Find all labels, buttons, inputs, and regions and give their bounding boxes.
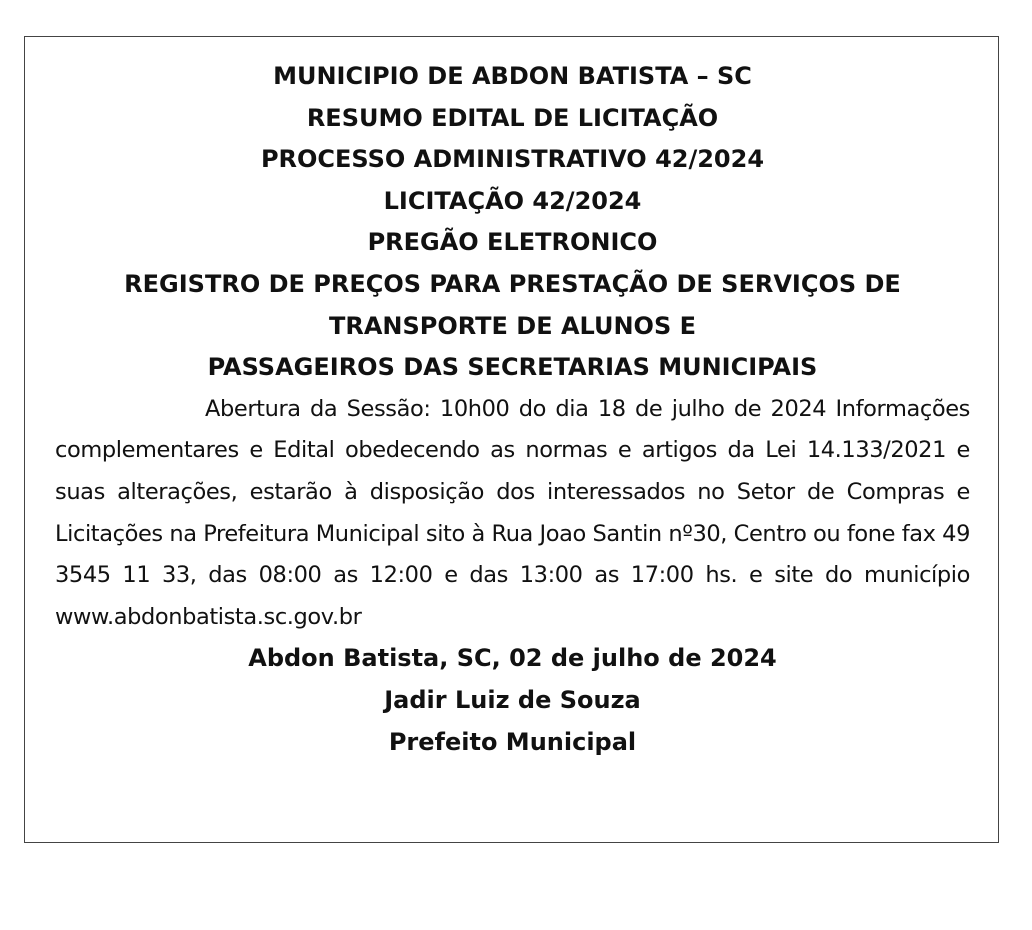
signature-role: Prefeito Municipal bbox=[388, 727, 637, 756]
notice-content bbox=[55, 56, 970, 763]
notice-box bbox=[24, 36, 999, 843]
signature-name: Jadir Luiz de Souza bbox=[384, 685, 641, 714]
heading-process-number: PROCESSO ADMINISTRATIVO 42/2024 bbox=[260, 145, 765, 174]
heading-object-line-2: TRANSPORTE DE ALUNOS E bbox=[328, 311, 696, 340]
heading-object-line-3: PASSAGEIROS DAS SECRETARIAS MUNICIPAIS bbox=[207, 353, 818, 382]
heading-municipality: MUNICIPIO DE ABDON BATISTA – SC bbox=[273, 62, 752, 90]
heading-bid-number: LICITAÇÃO 42/2024 bbox=[383, 186, 642, 215]
signature-place-date: Abdon Batista, SC, 02 de julho de 2024 bbox=[248, 644, 777, 673]
heading-modality: PREGÃO ELETRONICO bbox=[367, 228, 658, 257]
heading-document-type: RESUMO EDITAL DE LICITAÇÃO bbox=[306, 103, 719, 132]
heading-object-line-1: REGISTRO DE PREÇOS PARA PRESTAÇÃO DE SERVIÇOS DE bbox=[124, 269, 901, 298]
notice-body-text: Abertura da Sessão: 10h00 do dia 18 de julho de 2024 Informações complementares e Edital obedecendo as normas e artigos da Lei 14.133/2021 e suas alterações, estarão à disposição dos interessados no Setor de Compras e Licitações na Prefeitura Municipal sito à Rua Joao Santin nº30, Centro ou fone fax 49 3545 11 33, das 08:00 as 12:00 e das 13:00 as 17:00 hs. e site do município www.abdonbatista.sc.gov.br bbox=[55, 395, 970, 630]
